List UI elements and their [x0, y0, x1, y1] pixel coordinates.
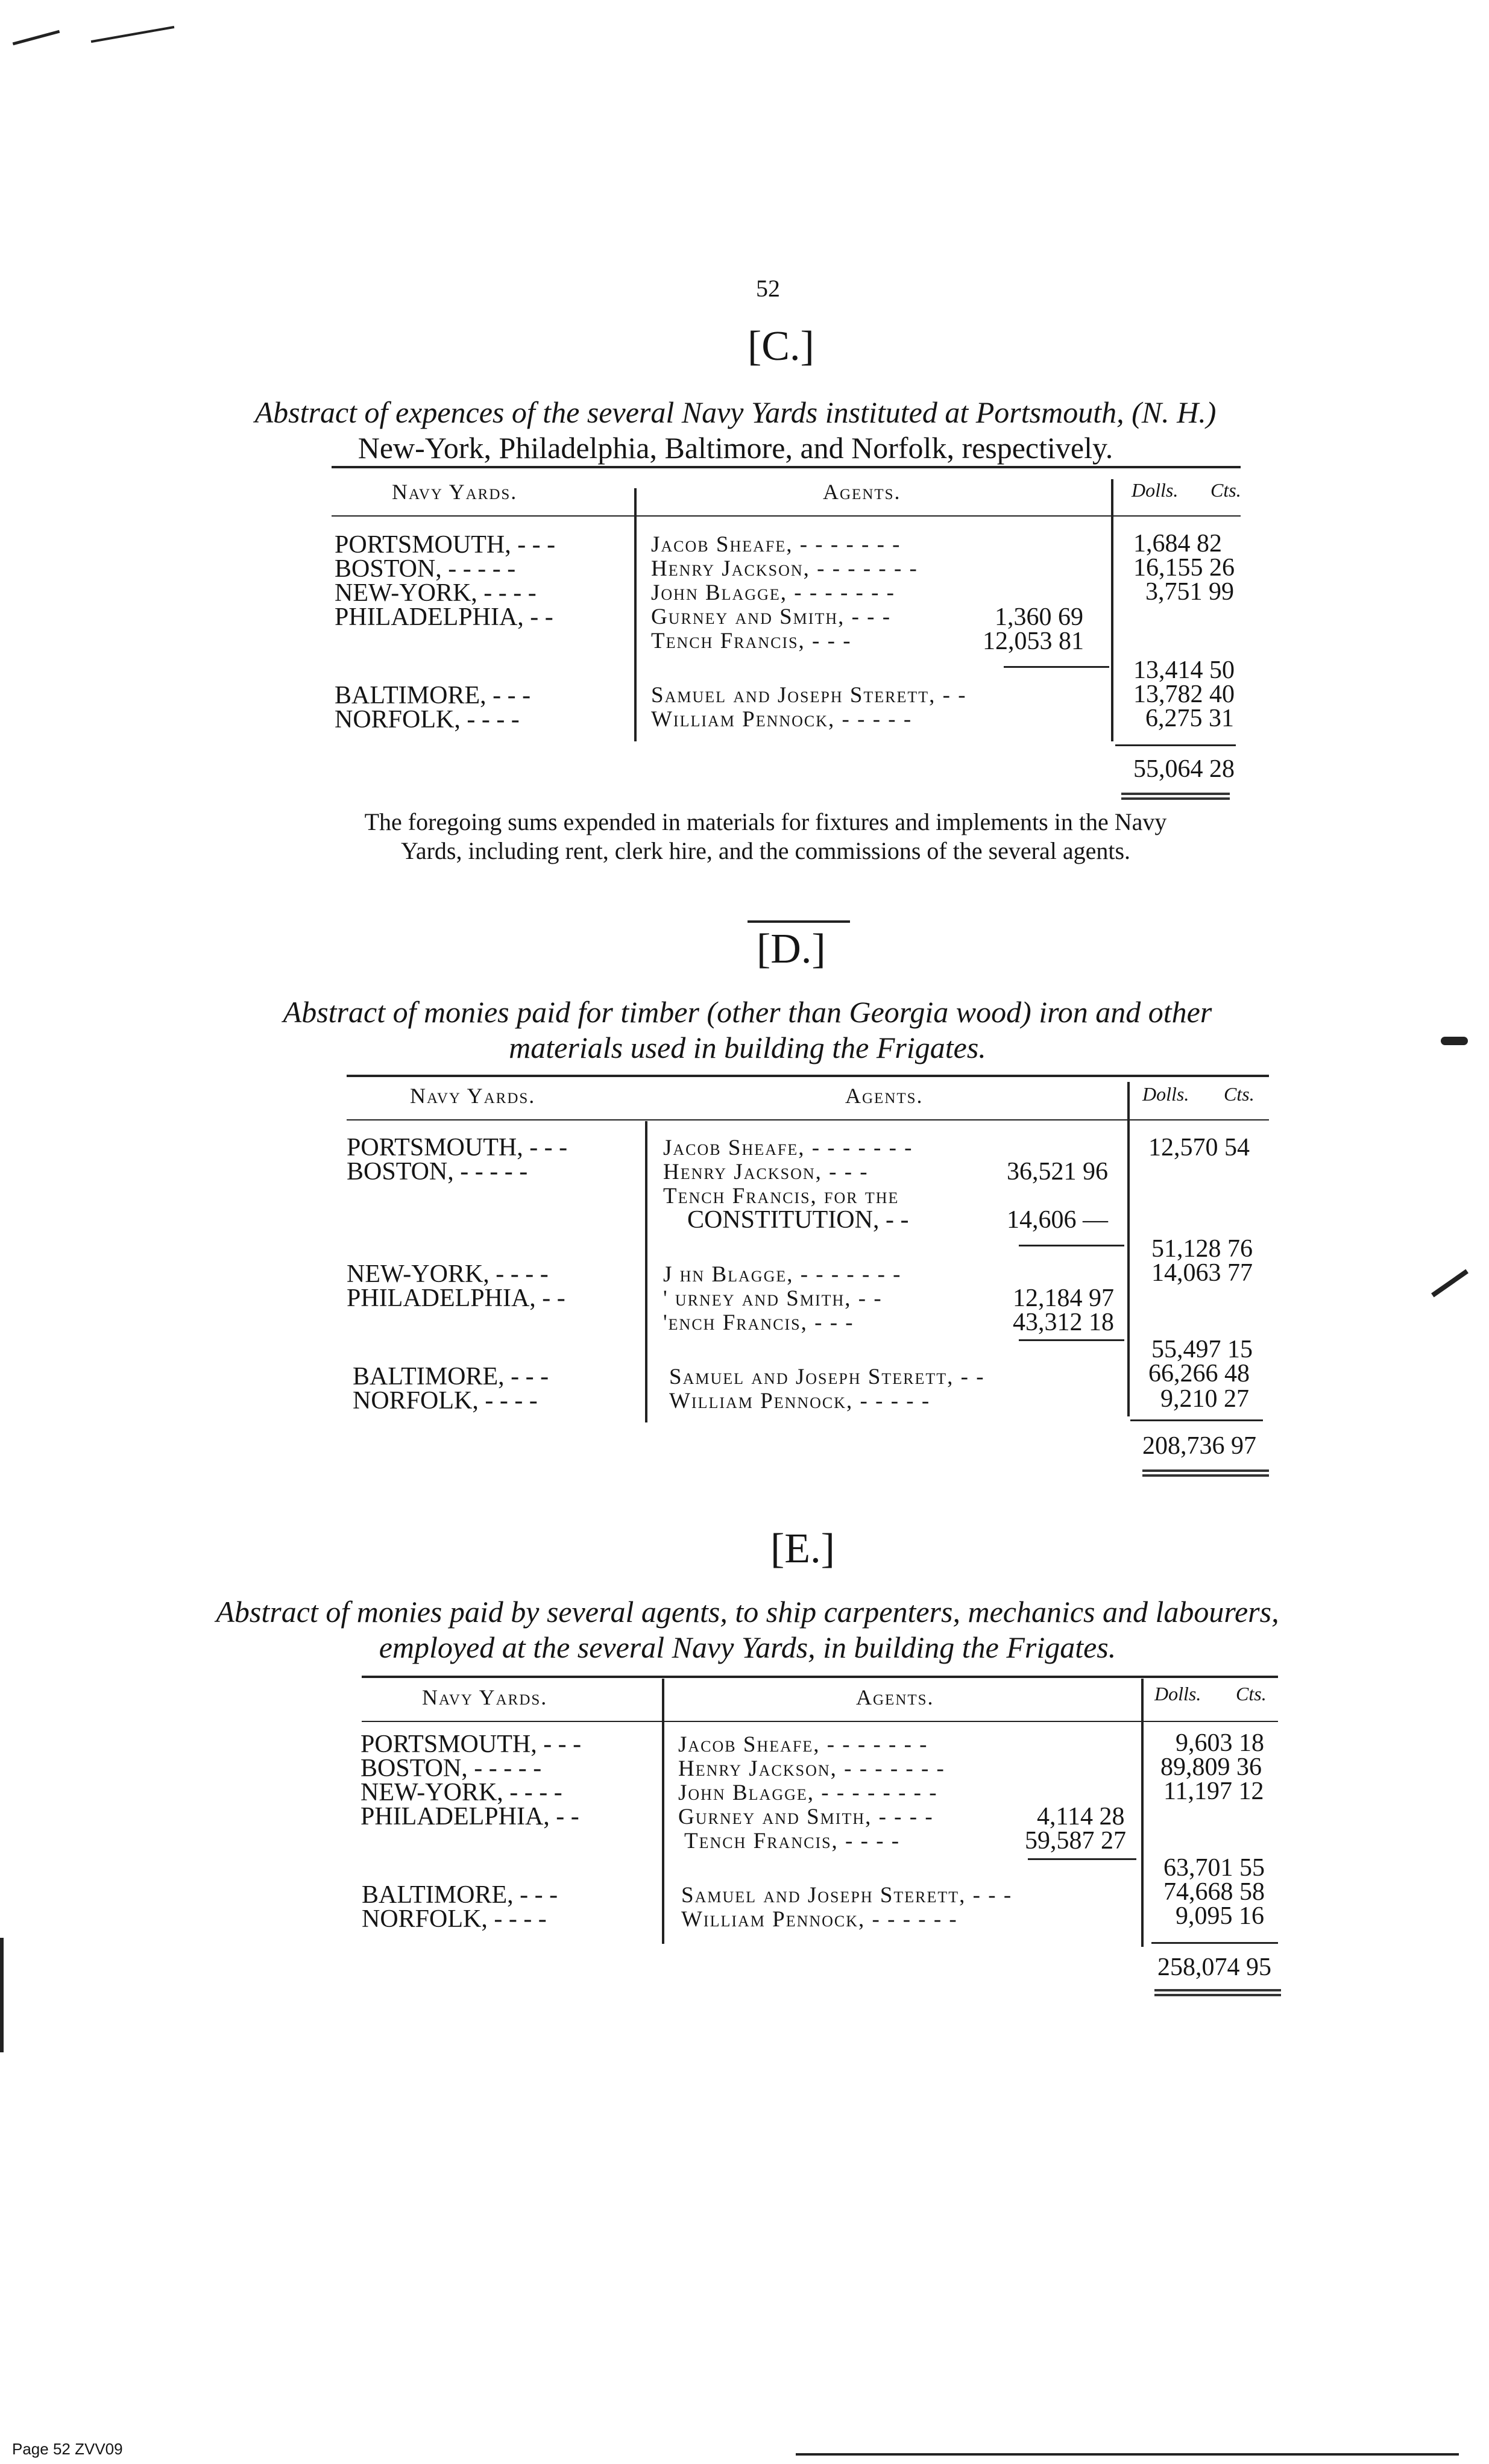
section-e-double-rule	[1154, 1994, 1281, 1996]
section-d-label: [D.]	[757, 926, 826, 972]
section-c-col-divider-1	[634, 488, 637, 741]
section-d-yard-norfolk: NORFOLK, - - - -	[353, 1387, 538, 1415]
section-e-agent-sheafe: Jacob Sheafe, - - - - - - -	[678, 1732, 928, 1757]
section-c-total: 13,782 40	[1133, 680, 1235, 708]
section-e-agent-jackson: Henry Jackson, - - - - - - -	[678, 1756, 945, 1781]
section-d-header-cts: Cts.	[1224, 1083, 1254, 1105]
section-c-header-dolls: Dolls.	[1132, 479, 1179, 501]
section-d-sub-rule	[1019, 1339, 1124, 1341]
section-e-agent-gurney: Gurney and Smith, - - - -	[678, 1805, 934, 1829]
section-e-double-rule	[1154, 1989, 1281, 1991]
section-d-overline	[748, 920, 850, 923]
section-c-note	[283, 808, 1248, 866]
section-e-agent-francis: Tench Francis, - - - -	[684, 1829, 901, 1853]
section-e-title-line2: employed at the several Navy Yards, in building the Frigates.	[379, 1630, 1116, 1664]
section-d-title-line1: Abstract of monies paid for timber (other than Georgia wood) iron and other	[283, 995, 1212, 1029]
section-c-total-rule	[1115, 744, 1236, 746]
section-e-total: 9,603 18	[1176, 1729, 1264, 1757]
section-c-note-line1: The foregoing sums expended in materials for fixtures and implements in the Navy	[364, 808, 1167, 835]
section-d-total: 14,063 77	[1151, 1259, 1253, 1287]
section-d-agent-gurney: ' urney and Smith, - -	[663, 1286, 883, 1311]
footer-page-id: Page 52 ZVV09	[12, 2440, 123, 2458]
section-e-sub-rule	[1028, 1858, 1136, 1860]
section-c-total: 13,414 50	[1133, 656, 1235, 684]
section-d-agent-constitution: CONSTITUTION, - -	[687, 1206, 909, 1234]
section-e-grand-total: 258,074 95	[1157, 1953, 1271, 1981]
section-e-header-dolls: Dolls.	[1154, 1683, 1201, 1705]
section-d-top-rule	[347, 1075, 1269, 1077]
scan-mark	[796, 2453, 1459, 2456]
section-c-total: 6,275 31	[1145, 705, 1234, 732]
section-d-agent-francis: 'ench Francis, - - -	[663, 1310, 854, 1335]
section-d-header-yards: Navy Yards.	[410, 1084, 536, 1108]
section-d-yard-portsmouth: PORTSMOUTH, - - -	[347, 1134, 568, 1161]
section-c-sub-rule	[1004, 666, 1109, 668]
section-c-double-rule	[1121, 793, 1230, 795]
section-d-yard-boston: BOSTON, - - - - -	[347, 1158, 528, 1186]
section-c-yard-portsmouth: PORTSMOUTH, - - -	[335, 531, 556, 559]
section-c-double-rule	[1121, 797, 1230, 800]
section-d-agent-sterett: Samuel and Joseph Sterett, - -	[669, 1365, 985, 1389]
section-d-total: 12,570 54	[1148, 1134, 1250, 1161]
section-e-col-divider-2	[1141, 1679, 1144, 1947]
section-e-header-agents: Agents.	[856, 1685, 934, 1709]
section-e-label: [E.]	[770, 1526, 835, 1572]
section-c-agent-sheafe: Jacob Sheafe, - - - - - - -	[651, 532, 901, 557]
section-c-sub-amount: 12,053 81	[983, 627, 1084, 655]
section-d-total-rule	[1130, 1419, 1263, 1421]
section-d-sub-amount: 14,606 —	[1007, 1206, 1108, 1234]
section-e-agent-sterett: Samuel and Joseph Sterett, - - -	[681, 1883, 1013, 1908]
section-c-title-line2: New-York, Philadelphia, Baltimore, and Norfolk, respectively.	[357, 431, 1113, 465]
section-d-double-rule	[1142, 1474, 1269, 1477]
section-c-yard-philadelphia: PHILADELPHIA, - -	[335, 603, 553, 631]
section-e-top-rule	[362, 1676, 1278, 1678]
section-e-total: 11,197 12	[1163, 1777, 1264, 1805]
section-c-yard-newyork: NEW-YORK, - - - -	[335, 579, 537, 607]
section-d-agent-pennock: William Pennock, - - - - -	[669, 1389, 931, 1413]
section-d-sub-amount: 12,184 97	[1013, 1284, 1114, 1312]
section-e-agent-blagge: John Blagge, - - - - - - - -	[678, 1780, 938, 1805]
section-d-total: 55,497 15	[1151, 1336, 1253, 1363]
scan-mark	[0, 1938, 4, 2052]
section-e-yard-newyork: NEW-YORK, - - - -	[360, 1779, 562, 1806]
section-d-total: 51,128 76	[1151, 1235, 1253, 1263]
scan-mark	[13, 30, 60, 46]
section-d-grand-total: 208,736 97	[1142, 1432, 1256, 1460]
section-e-yard-portsmouth: PORTSMOUTH, - - -	[360, 1730, 582, 1758]
section-d-header-dolls: Dolls.	[1142, 1083, 1189, 1105]
section-d-header-rule	[347, 1119, 1269, 1120]
section-c-grand-total: 55,064 28	[1133, 755, 1235, 783]
section-c-total: 3,751 99	[1145, 578, 1234, 606]
section-d-double-rule	[1142, 1469, 1269, 1472]
section-e-title-line1: Abstract of monies paid by several agents, to ship carpenters, mechanics and labourers,	[216, 1595, 1279, 1629]
section-d-col-divider-2	[1127, 1082, 1130, 1416]
scan-mark	[91, 26, 175, 43]
scan-mark	[1441, 1037, 1468, 1045]
section-c-agent-sterett: Samuel and Joseph Sterett, - -	[651, 683, 967, 708]
section-e-header-yards: Navy Yards.	[422, 1685, 548, 1709]
section-c-header-rule	[332, 515, 1241, 517]
section-e-total: 74,668 58	[1163, 1878, 1265, 1906]
section-e-yard-boston: BOSTON, - - - - -	[360, 1755, 542, 1782]
section-c-agent-pennock: William Pennock, - - - - -	[651, 707, 913, 732]
section-d-header-agents: Agents.	[845, 1084, 924, 1108]
section-d-title-line2: materials used in building the Frigates.	[509, 1031, 986, 1064]
section-c-total: 1,684 82	[1133, 530, 1222, 558]
section-e-sub-amount: 4,114 28	[1037, 1803, 1125, 1831]
section-c-header-agents: Agents.	[823, 480, 901, 504]
section-d-title	[205, 995, 1290, 1066]
section-e-total: 63,701 55	[1163, 1854, 1265, 1882]
section-e-total: 89,809 36	[1160, 1753, 1262, 1781]
section-d-agent-sheafe: Jacob Sheafe, - - - - - - -	[663, 1136, 913, 1160]
section-e-col-divider-1	[662, 1679, 664, 1944]
section-d-yard-baltimore: BALTIMORE, - - -	[353, 1363, 549, 1391]
section-c-total: 16,155 26	[1133, 554, 1235, 582]
section-c-agent-francis: Tench Francis, - - -	[651, 629, 852, 653]
section-c-top-rule	[332, 466, 1241, 468]
section-c-agent-gurney: Gurney and Smith, - - -	[651, 605, 892, 629]
section-c-label: [C.]	[748, 323, 814, 369]
section-c-col-divider-2	[1111, 479, 1113, 741]
section-e-yard-norfolk: NORFOLK, - - - -	[362, 1905, 547, 1933]
section-d-sub-amount: 36,521 96	[1007, 1158, 1108, 1186]
section-c-agent-blagge: John Blagge, - - - - - - -	[651, 580, 895, 605]
section-e-header-rule	[362, 1721, 1278, 1722]
section-c-note-line2: Yards, including rent, clerk hire, and the commissions of the several agents.	[400, 837, 1131, 864]
section-d-sub-rule	[1019, 1245, 1124, 1246]
section-c-header-yards: Navy Yards.	[392, 480, 518, 504]
section-d-agent-blagge: J hn Blagge, - - - - - - -	[663, 1262, 902, 1287]
section-d-total: 9,210 27	[1160, 1385, 1249, 1413]
section-d-yard-newyork: NEW-YORK, - - - -	[347, 1260, 549, 1288]
section-d-yard-philadelphia: PHILADELPHIA, - -	[347, 1284, 565, 1312]
section-c-yard-baltimore: BALTIMORE, - - -	[335, 682, 531, 709]
section-d-col-divider-1	[645, 1121, 647, 1422]
section-e-agent-pennock: William Pennock, - - - - - -	[681, 1907, 958, 1932]
section-e-title	[205, 1594, 1290, 1665]
section-e-header-cts: Cts.	[1236, 1683, 1267, 1705]
section-c-title-line1: Abstract of expences of the several Navy Yards instituted at Portsmouth, (N. H.)	[254, 395, 1217, 429]
section-d-total: 66,266 48	[1148, 1360, 1250, 1388]
section-c-agent-jackson: Henry Jackson, - - - - - - -	[651, 556, 918, 581]
page-number: 52	[756, 275, 780, 302]
scan-mark	[1431, 1269, 1469, 1298]
section-c-yard-boston: BOSTON, - - - - -	[335, 555, 516, 583]
section-c-yard-norfolk: NORFOLK, - - - -	[335, 706, 520, 734]
section-e-yard-philadelphia: PHILADELPHIA, - -	[360, 1803, 579, 1831]
section-c-header-cts: Cts.	[1210, 479, 1241, 501]
section-c-title	[193, 395, 1278, 466]
section-c-sub-amount: 1,360 69	[995, 603, 1083, 631]
section-e-total-rule	[1151, 1942, 1278, 1944]
section-e-total: 9,095 16	[1176, 1902, 1264, 1930]
section-d-agent-francis-for: Tench Francis, for the	[663, 1184, 899, 1208]
section-d-sub-amount: 43,312 18	[1013, 1309, 1114, 1336]
section-e-sub-amount: 59,587 27	[1025, 1827, 1126, 1855]
section-d-agent-jackson: Henry Jackson, - - -	[663, 1160, 869, 1184]
section-e-yard-baltimore: BALTIMORE, - - -	[362, 1881, 558, 1909]
